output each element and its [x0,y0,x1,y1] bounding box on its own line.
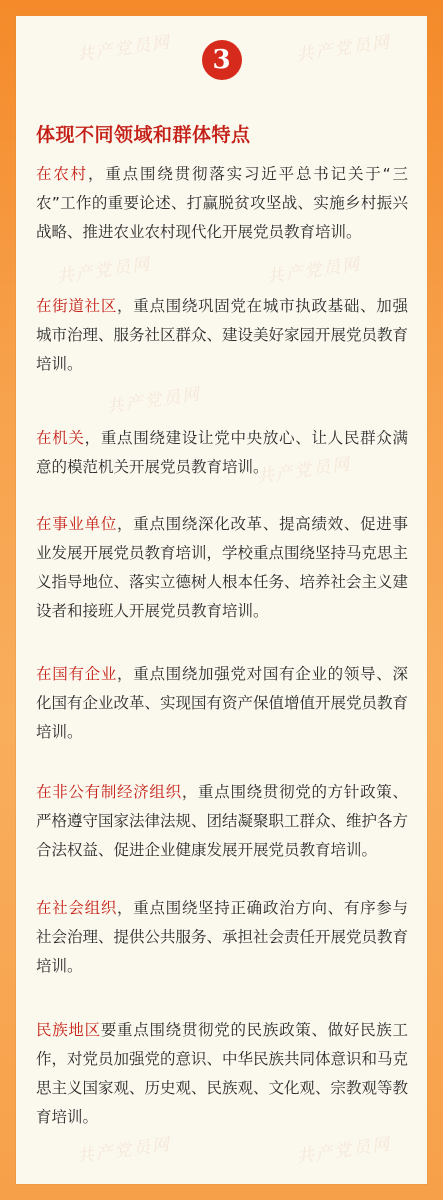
paragraph-keyword: 民族地区 [36,1021,101,1039]
paragraph-keyword: 在国有企业 [36,665,118,683]
section-heading: 体现不同领域和群体特点 [36,124,251,146]
paragraph-social-organizations [36,894,408,981]
paragraph-keyword: 在农村 [36,165,88,183]
watermark: 共产党员网 [75,32,173,66]
paragraph-text: 要重点围绕贯彻党的民族政策、做好民族工作，对党员加强党的意识、中华民族共同体意识和马克思主义国家观、历史观、民族观、文化观、宗教观等教育培训。 [36,1021,409,1126]
watermark: 共产党员网 [265,254,363,288]
paragraph-keyword: 在事业单位 [36,515,118,533]
paragraph-text: ，重点围绕贯彻党的方针政策、严格遵守国家法律法规、团结凝聚职工群众、维护各方合法权益、促进企业健康发展开展党员教育培训。 [36,783,409,859]
watermark: 共产党员网 [75,1134,173,1168]
paragraph-text: ，重点围绕建设让党中央放心、让人民群众满意的模范机关开展党员教育培训。 [36,429,408,476]
paragraph-ethnic-regions [36,1016,408,1132]
content-card [16,16,427,1184]
paragraph-keyword: 在社会组织 [36,899,118,917]
paragraph-institutions [36,510,408,626]
paragraph-text: ，重点围绕深化改革、提高绩效、促进事业发展开展党员教育培训，学校重点围绕坚持马克思主义指导地位、落实立德树人根本任务、培养社会主义建设者和接班人开展党员教育培训。 [36,515,409,620]
watermark: 共产党员网 [295,32,393,66]
paragraph-text: ，重点围绕巩固党在城市执政基础、加强城市治理、服务社区群众、建设美好家园开展党员教育培训。 [36,297,409,373]
watermark: 共产党员网 [55,254,153,288]
paragraph-keyword: 在机关 [36,429,85,447]
paragraph-private-economy [36,778,408,865]
watermark: 共产党员网 [295,1134,393,1168]
watermark: 共产党员网 [255,454,353,488]
paragraph-text: ，重点围绕坚持正确政治方向、有序参与社会治理、提供公共服务、承担社会责任开展党员教育培训。 [36,899,409,975]
paragraph-keyword: 在街道社区 [36,297,118,315]
paragraph-keyword: 在非公有制经济组织 [36,783,182,801]
paragraph-government [36,424,408,482]
paragraph-text: ，重点围绕贯彻落实习近平总书记关于“三农”工作的重要论述、打赢脱贫攻坚战、实施乡村振兴战略、推进农业农村现代化开展党员教育培训。 [36,165,408,241]
watermark: 共产党员网 [105,384,203,418]
section-number-badge: 3 [202,40,242,80]
paragraph-community [36,292,408,379]
paragraph-soe [36,660,408,747]
paragraph-rural [36,160,408,247]
paragraph-text: ，重点围绕加强党对国有企业的领导、深化国有企业改革、实现国有资产保值增值开展党员教育培训。 [36,665,409,741]
